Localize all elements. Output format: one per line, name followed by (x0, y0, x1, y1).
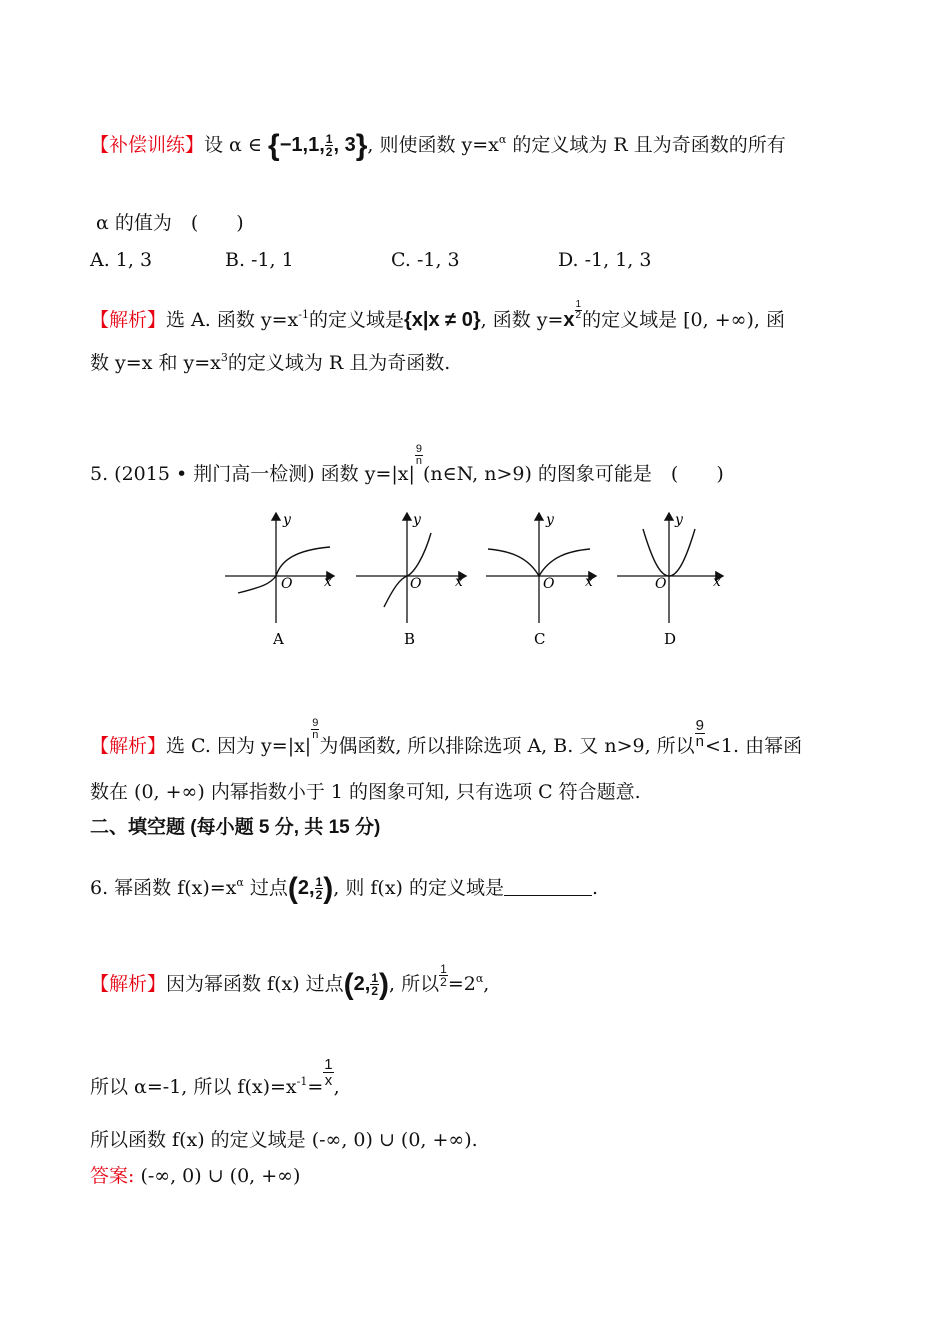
svg-text:O: O (655, 576, 667, 592)
graph-b (356, 512, 466, 648)
svg-text:y: y (283, 512, 291, 528)
svg-text:x: x (713, 574, 721, 590)
analysis-3-line3: 所以函数 f(x) 的定义域是 (-∞, 0) ∪ (0, +∞). (90, 1129, 478, 1151)
analysis-1: 【解析】选 A. 函数 $y=x^{-1}$的定义域是{x|x ≠ 0}, 函数 y=x $\frac{1}{2}$ 的定义域是 [0, +∞), 函 (90, 299, 785, 331)
svg-text:x: x (585, 574, 593, 590)
svg-text:x: x (455, 574, 463, 590)
compensation-tag: 【补偿训练】 (90, 134, 205, 156)
option-a: A. 1, 3 (90, 249, 153, 271)
analysis-3: 【解析】因为幂函数 f(x) 过点(2, $\frac{1}{2}$ ), 所以 $\frac{1}{2}$ $=2^\alpha$, (90, 962, 490, 1001)
domain-set: {x|x ≠ 0} (404, 309, 481, 331)
svg-text:O: O (543, 576, 555, 592)
option-c: C. -1, 3 (391, 249, 460, 271)
point-2-half: (2, $\frac{1}{2}$ ) (287, 872, 334, 905)
graph-label-a: A (273, 630, 284, 648)
alpha-set: {−1,1, $\frac{1}{2}$ , 3} (268, 129, 368, 162)
svg-text:O: O (281, 576, 293, 592)
compensation-question-line2: α 的值为 ( ) (96, 212, 244, 234)
answer-label: 答案: (90, 1165, 135, 1187)
compensation-lead: 设 α ∈ (204, 134, 262, 156)
question-5: 5. (2015 • 荆门高一检测) 函数 y=|x| $\frac{9}{n}$ (n∈N, n>9) 的图象可能是 ( ) (90, 443, 724, 485)
svg-text:O: O (410, 576, 422, 592)
question-6: 6. 幂函数 $f(x)=x^\alpha$ 过点(2, $\frac{1}{2}$ ), 则 f(x) 的定义域是 . (90, 872, 599, 905)
graph-label-c: C (534, 630, 546, 648)
svg-text:y: y (675, 512, 683, 528)
analysis-2: 【解析】选 C. 因为 y=|x| $\frac{9}{n}$ 为偶函数, 所以排除选项 A, B. 又 n>9, 所以 $\frac{9}{n}$ <1. 由幂函 (90, 717, 803, 757)
answer (90, 1164, 300, 1188)
answer-value: (-∞, 0) ∪ (0, +∞) (134, 1165, 301, 1187)
graph-d (617, 512, 723, 648)
svg-text:y: y (546, 512, 554, 528)
section-heading: 二、填空题 (每小题 5 分, 共 15 分) (90, 817, 381, 838)
option-b: B. -1, 1 (225, 249, 294, 271)
graph-a (225, 512, 334, 648)
graph-label-d: D (664, 630, 677, 648)
svg-text:x: x (324, 574, 332, 590)
graph-options (0, 505, 950, 655)
analysis-3-line2: 所以 α=-1, 所以 $f(x)=x^{-1}=$ $\frac{1}{x}$ , (90, 1056, 340, 1098)
analysis-2-line2: 数在 (0, +∞) 内幂指数小于 1 的图象可知, 只有选项 C 符合题意. (90, 781, 641, 803)
analysis-1-line2: 数 y=x 和 $y=x^3$的定义域为 R 且为奇函数. (90, 351, 451, 374)
option-d: D. -1, 1, 3 (558, 249, 652, 271)
graph-c (486, 512, 596, 648)
graph-label-b: B (404, 630, 416, 648)
answer-blank (504, 877, 592, 896)
analysis-tag: 【解析】 (90, 309, 167, 331)
svg-text:y: y (413, 512, 421, 528)
compensation-question: 【补偿训练】设 α ∈ {−1,1, $\frac{1}{2}$ , 3}, 则使函数 $y=x^\alpha$ 的定义域为 R 且为奇函数的所有 (90, 129, 786, 162)
